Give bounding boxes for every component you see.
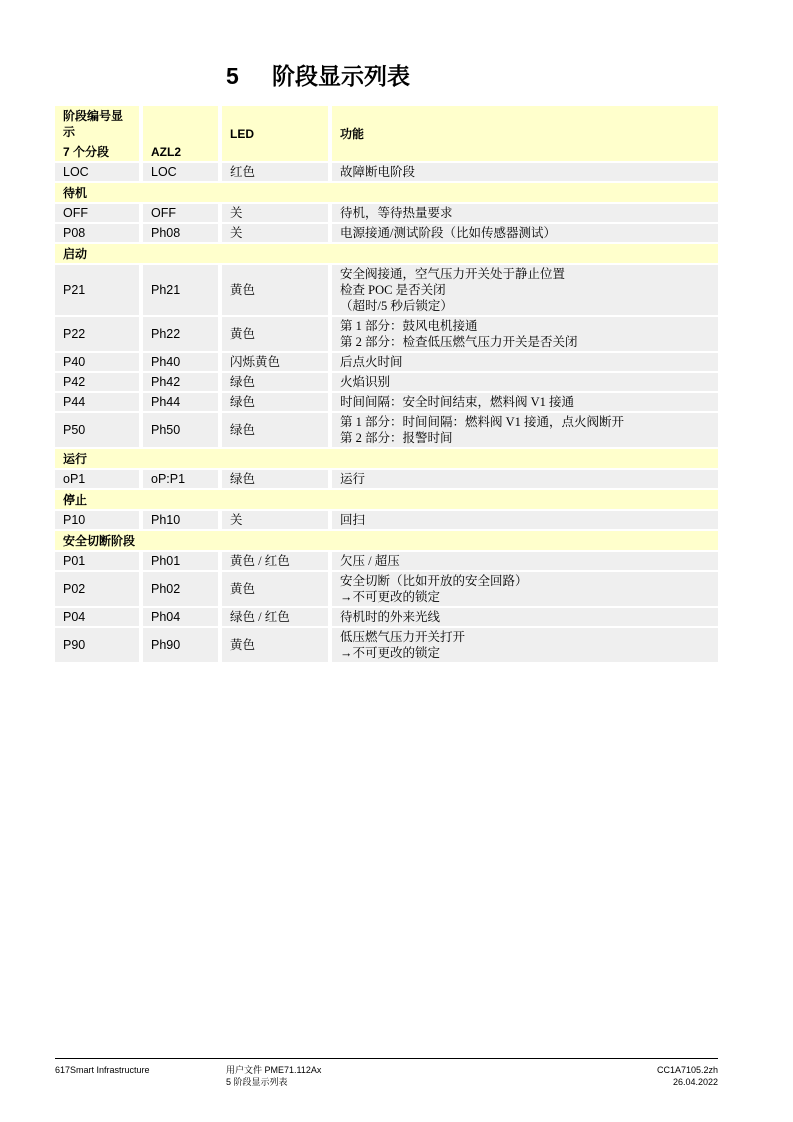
table-row [55, 413, 718, 447]
function-line: 待机，等待热量要求 [340, 206, 453, 220]
seg7-code: P02 [55, 572, 143, 606]
azl2-code: LOC [143, 163, 222, 181]
azl2-code: Ph04 [143, 608, 222, 626]
function-line: 电源接通/测试阶段（比如传感器测试） [340, 226, 556, 240]
heading-title: 阶段显示列表 [272, 63, 410, 89]
table-row [55, 572, 718, 606]
function-line: 运行 [340, 472, 366, 486]
function-line: 欠压 / 超压 [340, 554, 400, 568]
group-row [55, 183, 718, 202]
function-cell [332, 204, 718, 222]
seg7-code: P21 [55, 265, 143, 315]
function-line: 后点火时间 [340, 355, 403, 369]
led-state: 黄色 [222, 317, 332, 351]
group-label: 启动 [55, 244, 718, 263]
led-state: 关 [222, 511, 332, 529]
azl2-code: Ph01 [143, 552, 222, 570]
function-line: 第 2 部分：检查低压燃气压力开关是否关闭 [340, 335, 578, 349]
phase-display-table [55, 104, 718, 664]
function-line: →不可更改的锁定 [340, 646, 441, 660]
function-line: 时间间隔：安全时间结束，燃料阀 V1 接通 [340, 395, 575, 409]
azl2-code: Ph21 [143, 265, 222, 315]
function-cell [332, 413, 718, 447]
header-phase-number [55, 106, 143, 161]
function-cell [332, 163, 718, 181]
function-line: 回扫 [340, 513, 366, 527]
azl2-code: Ph08 [143, 224, 222, 242]
header-7-segment: 7 个分段 [63, 145, 110, 159]
footer-section: 5 阶段显示列表 [226, 1077, 288, 1087]
function-line: 低压燃气压力开关打开 [340, 630, 466, 644]
header-azl2: AZL2 [143, 106, 222, 161]
function-line: 待机时的外来光线 [340, 610, 441, 624]
function-line: 第 1 部分：时间间隔：燃料阀 V1 接通，点火阀断开 [340, 415, 625, 429]
function-line: 安全切断（比如开放的安全回路） [340, 574, 528, 588]
function-cell [332, 317, 718, 351]
table-row [55, 608, 718, 626]
led-state: 绿色 [222, 470, 332, 488]
group-row [55, 490, 718, 509]
function-line: 检查 POC 是否关闭 [340, 283, 446, 297]
table-row [55, 224, 718, 242]
function-line: 安全阀接通，空气压力开关处于静止位置 [340, 267, 566, 281]
table-header-row [55, 106, 718, 161]
seg7-code: P10 [55, 511, 143, 529]
table-row [55, 373, 718, 391]
header-phase-number-line1: 阶段编号显示 [63, 109, 124, 139]
footer-doc-code: CC1A7105.2zh [656, 1065, 718, 1075]
azl2-code: Ph02 [143, 572, 222, 606]
footer-document-name: 用户文件 PME71.112Ax [226, 1065, 322, 1075]
azl2-code: Ph22 [143, 317, 222, 351]
azl2-code: oP:P1 [143, 470, 222, 488]
seg7-code: P08 [55, 224, 143, 242]
azl2-code: Ph44 [143, 393, 222, 411]
seg7-code: LOC [55, 163, 143, 181]
led-state: 黄色 [222, 572, 332, 606]
seg7-code: P44 [55, 393, 143, 411]
led-state: 黄色 [222, 265, 332, 315]
azl2-code: Ph42 [143, 373, 222, 391]
page-heading [226, 58, 410, 91]
function-cell [332, 265, 718, 315]
table-row [55, 163, 718, 181]
azl2-code: Ph10 [143, 511, 222, 529]
group-label: 停止 [55, 490, 718, 509]
function-cell [332, 373, 718, 391]
seg7-code: P40 [55, 353, 143, 371]
function-cell [332, 608, 718, 626]
azl2-code: OFF [143, 204, 222, 222]
seg7-code: P42 [55, 373, 143, 391]
table-row [55, 265, 718, 315]
led-state: 红色 [222, 163, 332, 181]
led-state: 黄色 / 红色 [222, 552, 332, 570]
function-cell [332, 353, 718, 371]
function-line: 故障断电阶段 [340, 165, 416, 179]
seg7-code: OFF [55, 204, 143, 222]
function-cell [332, 511, 718, 529]
table-row [55, 353, 718, 371]
function-line: 火焰识别 [340, 375, 391, 389]
table-row [55, 204, 718, 222]
azl2-code: Ph50 [143, 413, 222, 447]
heading-number: 5 [226, 63, 239, 89]
led-state: 绿色 / 红色 [222, 608, 332, 626]
function-line: 第 1 部分：鼓风电机接通 [340, 319, 478, 333]
function-cell [332, 470, 718, 488]
function-line: →不可更改的锁定 [340, 590, 441, 604]
table-row [55, 628, 718, 662]
led-state: 闪烁黄色 [222, 353, 332, 371]
table-row [55, 511, 718, 529]
function-line: （超时/5 秒后锁定） [340, 299, 453, 313]
group-row [55, 449, 718, 468]
function-cell [332, 572, 718, 606]
azl2-code: Ph40 [143, 353, 222, 371]
header-led: LED [222, 106, 332, 161]
seg7-code: P90 [55, 628, 143, 662]
function-cell [332, 224, 718, 242]
led-state: 绿色 [222, 373, 332, 391]
led-state: 绿色 [222, 413, 332, 447]
seg7-code: oP1 [55, 470, 143, 488]
azl2-code: Ph90 [143, 628, 222, 662]
function-cell [332, 552, 718, 570]
function-line: 第 2 部分：报警时间 [340, 431, 453, 445]
seg7-code: P04 [55, 608, 143, 626]
seg7-code: P22 [55, 317, 143, 351]
header-function: 功能 [332, 106, 718, 161]
group-label: 待机 [55, 183, 718, 202]
table-row [55, 393, 718, 411]
seg7-code: P50 [55, 413, 143, 447]
table-row [55, 552, 718, 570]
group-label: 运行 [55, 449, 718, 468]
led-state: 黄色 [222, 628, 332, 662]
footer-left: 617Smart Infrastructure [55, 1065, 150, 1075]
seg7-code: P01 [55, 552, 143, 570]
footer-divider [55, 1058, 718, 1059]
footer-document [226, 1064, 321, 1088]
led-state: 关 [222, 224, 332, 242]
group-label: 安全切断阶段 [55, 531, 718, 550]
footer-date: 26.04.2022 [672, 1077, 718, 1087]
group-row [55, 244, 718, 263]
group-row [55, 531, 718, 550]
table-row [55, 470, 718, 488]
footer-right [657, 1064, 718, 1088]
table-row [55, 317, 718, 351]
function-cell [332, 628, 718, 662]
function-cell [332, 393, 718, 411]
led-state: 绿色 [222, 393, 332, 411]
led-state: 关 [222, 204, 332, 222]
